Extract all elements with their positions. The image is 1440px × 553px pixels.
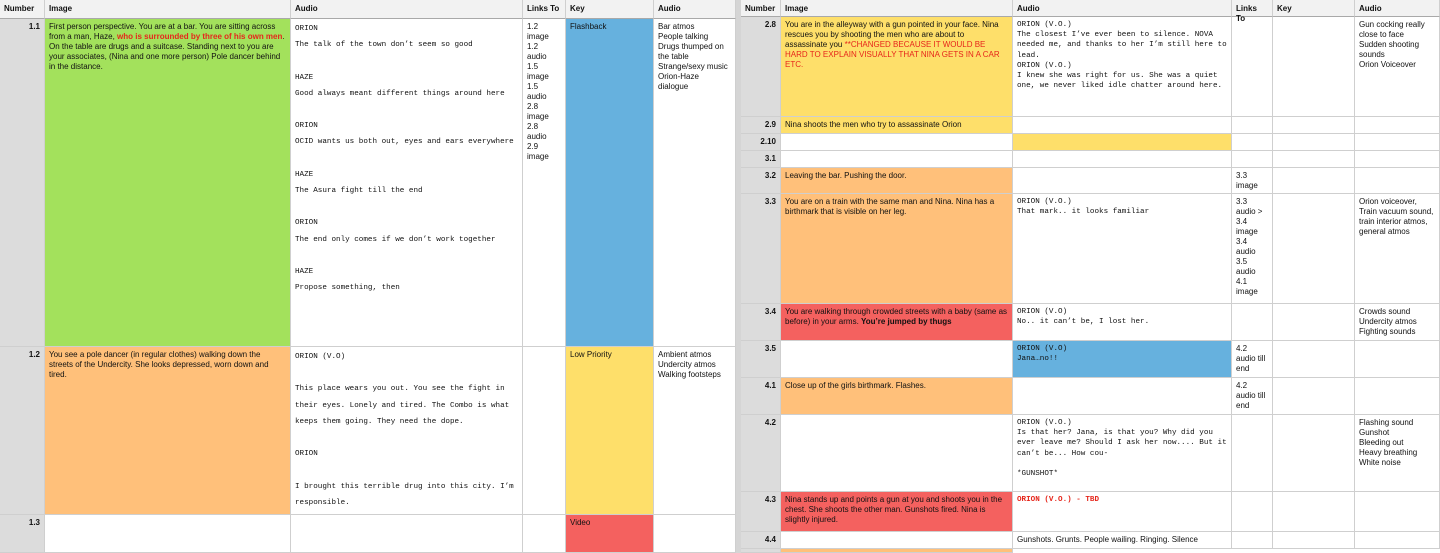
image-note-bold: You’re jumped by thugs bbox=[861, 317, 952, 326]
row-number[interactable]: 3.2 bbox=[741, 168, 781, 194]
audio-notes: Flashing sound Gunshot Bleeding out Heavy breathing White noise bbox=[1359, 418, 1418, 467]
links-cell[interactable] bbox=[1232, 415, 1273, 492]
audio-notes-cell[interactable]: Orion voiceover, Train vacuum sound, train interior atmos, general atmos bbox=[1355, 194, 1440, 304]
audio-notes-cell[interactable] bbox=[654, 347, 736, 515]
audio-notes-cell[interactable] bbox=[1355, 415, 1440, 492]
column-header-links[interactable]: Links To bbox=[1232, 0, 1273, 17]
table-row bbox=[0, 347, 736, 515]
image-description: You see a pole dancer (in regular clothes) walking down the streets of the Undercity. She looks depressed, worn down and tired. bbox=[49, 350, 269, 379]
key-cell[interactable] bbox=[1273, 117, 1355, 134]
table-row bbox=[741, 378, 1440, 415]
audio-script-cell[interactable] bbox=[1013, 134, 1232, 151]
links-text: 1.2 image 1.2 audio 1.5 image 1.5 audio 2.8 image 2.8 audio 2.9 image bbox=[527, 22, 549, 161]
links-cell[interactable] bbox=[523, 19, 566, 347]
links-cell[interactable] bbox=[1232, 134, 1273, 151]
audio-script: ORION The talk of the town don’t seem so good HAZE Good always meant different things around here ORION OCID wants us both out, eyes and ears everywhere HAZE The Asura fight till the end ORION The end only comes if we don’t work together HAZE Propose something, then bbox=[295, 25, 514, 293]
key-cell[interactable] bbox=[1273, 17, 1355, 117]
image-cell[interactable] bbox=[781, 304, 1013, 341]
column-header-key[interactable]: Key bbox=[566, 0, 654, 19]
audio-script-cell[interactable]: Gunshots. Grunts. People wailing. Ringing. Silence bbox=[1013, 532, 1232, 549]
row-number[interactable]: 2.10 bbox=[741, 134, 781, 151]
column-header-image[interactable]: Image bbox=[45, 0, 291, 19]
image-cell[interactable] bbox=[45, 515, 291, 553]
links-cell[interactable] bbox=[1232, 194, 1273, 304]
image-cell[interactable] bbox=[781, 415, 1013, 492]
table-row bbox=[741, 17, 1440, 117]
image-cell[interactable] bbox=[781, 532, 1013, 549]
column-header-audio[interactable]: Audio bbox=[1013, 0, 1232, 17]
image-cell[interactable] bbox=[45, 347, 291, 515]
audio-notes-cell[interactable] bbox=[654, 515, 736, 553]
links-text: 4.2 audio till end bbox=[1236, 344, 1266, 373]
links-cell[interactable] bbox=[1232, 532, 1273, 549]
audio-notes-cell[interactable] bbox=[1355, 492, 1440, 532]
image-cell[interactable] bbox=[781, 17, 1013, 117]
links-cell[interactable] bbox=[1232, 492, 1273, 532]
table-row bbox=[741, 151, 1440, 168]
table-row bbox=[741, 117, 1440, 134]
column-header-audio2[interactable]: Audio bbox=[654, 0, 736, 19]
key-cell[interactable] bbox=[1273, 341, 1355, 378]
image-description: You are walking through crowded streets with a baby (same as before) in your arms. bbox=[785, 307, 1008, 326]
key-cell-low-priority[interactable] bbox=[566, 347, 654, 515]
audio-script: ORION (V.O.) The closest I’ve ever been to silence. NOVA needed me, and thanks to her I’m still here to lead. ORION (V.O.) I knew she was right for us. She was a quiet one, we never liked idle chatter around here. bbox=[1017, 21, 1227, 91]
table-row bbox=[741, 168, 1440, 194]
audio-script: ORION (V.O) Jana…no!! bbox=[1017, 345, 1068, 364]
column-header-number[interactable]: Number bbox=[741, 0, 781, 17]
column-header-audio[interactable]: Audio bbox=[291, 0, 523, 19]
audio-script: ORION (V.O.) - TBD bbox=[1017, 496, 1100, 504]
audio-script-cell[interactable] bbox=[1013, 304, 1232, 341]
row-number[interactable]: 3.1 bbox=[741, 151, 781, 168]
column-header-image[interactable]: Image bbox=[781, 0, 1013, 17]
row-number[interactable]: 4.2 bbox=[741, 415, 781, 492]
table-row bbox=[741, 134, 1440, 151]
audio-notes-cell[interactable] bbox=[1355, 134, 1440, 151]
audio-script-cell[interactable] bbox=[1013, 415, 1232, 492]
column-header-links[interactable]: Links To bbox=[523, 0, 566, 19]
audio-notes-cell[interactable] bbox=[1355, 17, 1440, 117]
key-cell[interactable] bbox=[1273, 168, 1355, 194]
audio-notes-cell[interactable] bbox=[1355, 532, 1440, 549]
row-number[interactable]: 1.1 bbox=[0, 19, 45, 347]
audio-notes: Gun cocking really close to face Sudden shooting sounds Orion Voiceover bbox=[1359, 20, 1425, 69]
audio-notes-cell[interactable] bbox=[1355, 117, 1440, 134]
audio-notes-cell[interactable] bbox=[1355, 168, 1440, 194]
key-cell[interactable] bbox=[1273, 492, 1355, 532]
links-text: 3.3 image bbox=[1236, 171, 1258, 190]
row-number[interactable]: 4.4 bbox=[741, 532, 781, 549]
table-row bbox=[741, 194, 1440, 304]
row-number[interactable]: 1.2 bbox=[0, 347, 45, 515]
links-text: 3.3 audio > 3.4 image 3.4 audio 3.5 audio 4.1 image bbox=[1236, 197, 1263, 296]
audio-notes-cell[interactable] bbox=[1355, 341, 1440, 378]
row-number[interactable]: 2.8 bbox=[741, 17, 781, 117]
audio-script-cell[interactable] bbox=[291, 515, 523, 553]
audio-script-cell[interactable] bbox=[291, 19, 523, 347]
audio-script-cell[interactable] bbox=[1013, 117, 1232, 134]
image-cell[interactable] bbox=[45, 19, 291, 347]
image-description-cont: . On the table are drugs and a suitcase. Standing next to you are your associates, (Nina and one more person) Pole dancer behind in the distance. bbox=[49, 32, 285, 71]
row-number[interactable]: 4.1 bbox=[741, 378, 781, 415]
audio-notes-cell[interactable] bbox=[1355, 304, 1440, 341]
key-cell[interactable] bbox=[1273, 134, 1355, 151]
image-cell[interactable]: Nina stands up and points a gun at you and shoots you in the chest. She shoots the other man. Gunshots fired. Nina is slightly injured. bbox=[781, 492, 1013, 532]
audio-notes: Crowds sound Undercity atmos Fighting sounds bbox=[1359, 307, 1417, 336]
audio-script: ORION (V.O) No.. it can’t be, I lost her. bbox=[1017, 308, 1150, 327]
image-cell[interactable]: Close up of the girls birthmark. Flashes. bbox=[781, 378, 1013, 415]
key-cell[interactable] bbox=[1273, 304, 1355, 341]
key-cell[interactable] bbox=[1273, 532, 1355, 549]
audio-script-cell[interactable] bbox=[1013, 168, 1232, 194]
key-cell[interactable] bbox=[1273, 415, 1355, 492]
row-number[interactable]: 2.9 bbox=[741, 117, 781, 134]
image-cell[interactable]: You are on a train with the same man and Nina. Nina has a birthmark that is visible on her leg. bbox=[781, 194, 1013, 304]
links-cell[interactable] bbox=[1232, 378, 1273, 415]
table-row bbox=[741, 304, 1440, 341]
right-spreadsheet-pane bbox=[741, 0, 1440, 553]
audio-notes-cell[interactable] bbox=[654, 19, 736, 347]
links-cell[interactable] bbox=[1232, 117, 1273, 134]
links-cell[interactable] bbox=[1232, 304, 1273, 341]
image-description: You are in the alleyway with a gun pointed in your face. Nina rescues you by shooting the men who are about to assassinate you bbox=[785, 20, 999, 49]
left-header-row bbox=[0, 0, 736, 19]
row-number[interactable]: 4.3 bbox=[741, 492, 781, 532]
audio-notes-cell[interactable] bbox=[1355, 378, 1440, 415]
audio-script-cell[interactable] bbox=[1013, 341, 1232, 378]
links-cell[interactable] bbox=[1232, 341, 1273, 378]
image-cell[interactable] bbox=[781, 341, 1013, 378]
column-header-number[interactable]: Number bbox=[0, 0, 45, 19]
audio-script-cell[interactable] bbox=[291, 347, 523, 515]
audio-script: ORION (V.O) This place wears you out. You see the fight in their eyes. Lonely and tired. The Combo is what keeps them going. They need the dope. ORION I brought this terrible drug into this city. I’m responsible. bbox=[295, 353, 514, 507]
table-row bbox=[741, 492, 1440, 532]
key-label: Flashback bbox=[570, 22, 607, 31]
key-cell-video[interactable] bbox=[566, 515, 654, 553]
audio-script-cell[interactable] bbox=[1013, 151, 1232, 168]
image-description: First person perspective. You are at a bar. You are sitting across from a man, Haze, bbox=[49, 22, 276, 41]
row-number[interactable] bbox=[741, 549, 781, 553]
audio-script-cell[interactable] bbox=[1013, 378, 1232, 415]
audio-script-cell[interactable] bbox=[1013, 194, 1232, 304]
audio-notes: Ambient atmos Undercity atmos Walking footsteps bbox=[658, 350, 721, 379]
links-text: 4.2 audio till end bbox=[1236, 381, 1266, 410]
column-header-key[interactable]: Key bbox=[1273, 0, 1355, 17]
table-row bbox=[0, 19, 736, 347]
key-cell[interactable] bbox=[1273, 194, 1355, 304]
image-cell[interactable] bbox=[781, 134, 1013, 151]
image-cell[interactable]: Nina shoots the men who try to assassinate Orion bbox=[781, 117, 1013, 134]
image-note-red: **CHANGED BECAUSE IT WOULD BE HARD TO EXPLAIN VISUALLY THAT NINA GETS IN A CAR ETC. bbox=[785, 40, 1000, 69]
audio-script-cell[interactable] bbox=[1013, 492, 1232, 532]
audio-notes: Bar atmos People talking Drugs thumped on the table Strange/sexy music Orion-Haze dialogue bbox=[658, 22, 728, 91]
row-number[interactable]: 1.3 bbox=[0, 515, 45, 553]
image-cell[interactable] bbox=[781, 549, 1013, 553]
column-header-audio2[interactable]: Audio bbox=[1355, 0, 1440, 17]
table-row bbox=[741, 415, 1440, 492]
key-cell[interactable] bbox=[1273, 151, 1355, 168]
key-label: Low Priority bbox=[570, 350, 612, 359]
row-number[interactable]: 3.4 bbox=[741, 304, 781, 341]
links-cell[interactable] bbox=[1232, 17, 1273, 117]
table-row bbox=[741, 341, 1440, 378]
links-cell[interactable] bbox=[523, 515, 566, 553]
image-cell[interactable]: Leaving the bar. Pushing the door. bbox=[781, 168, 1013, 194]
audio-script: ORION (V.O.) Is that her? Jana, is that you? Why did you ever leave me? Should I ask her now.... But it can’t be... How cou- *GUNSHOT* bbox=[1017, 419, 1227, 479]
table-row bbox=[0, 515, 736, 553]
key-cell-flashback[interactable] bbox=[566, 19, 654, 347]
right-header-row bbox=[741, 0, 1440, 23]
audio-notes-cell[interactable] bbox=[1355, 151, 1440, 168]
key-cell[interactable] bbox=[1273, 378, 1355, 415]
image-note-red: who is surrounded by three of his own men bbox=[117, 32, 283, 41]
table-row bbox=[741, 532, 1440, 549]
row-number[interactable]: 3.5 bbox=[741, 341, 781, 378]
links-cell[interactable] bbox=[1232, 151, 1273, 168]
table-row-partial bbox=[741, 549, 1440, 553]
links-cell[interactable] bbox=[523, 347, 566, 515]
audio-script-cell[interactable] bbox=[1013, 17, 1232, 117]
key-label: Video bbox=[570, 518, 591, 527]
row-number[interactable]: 3.3 bbox=[741, 194, 781, 304]
links-cell[interactable] bbox=[1232, 168, 1273, 194]
audio-script: ORION (V.O.) That mark.. it looks familiar bbox=[1017, 198, 1150, 217]
image-cell[interactable] bbox=[781, 151, 1013, 168]
